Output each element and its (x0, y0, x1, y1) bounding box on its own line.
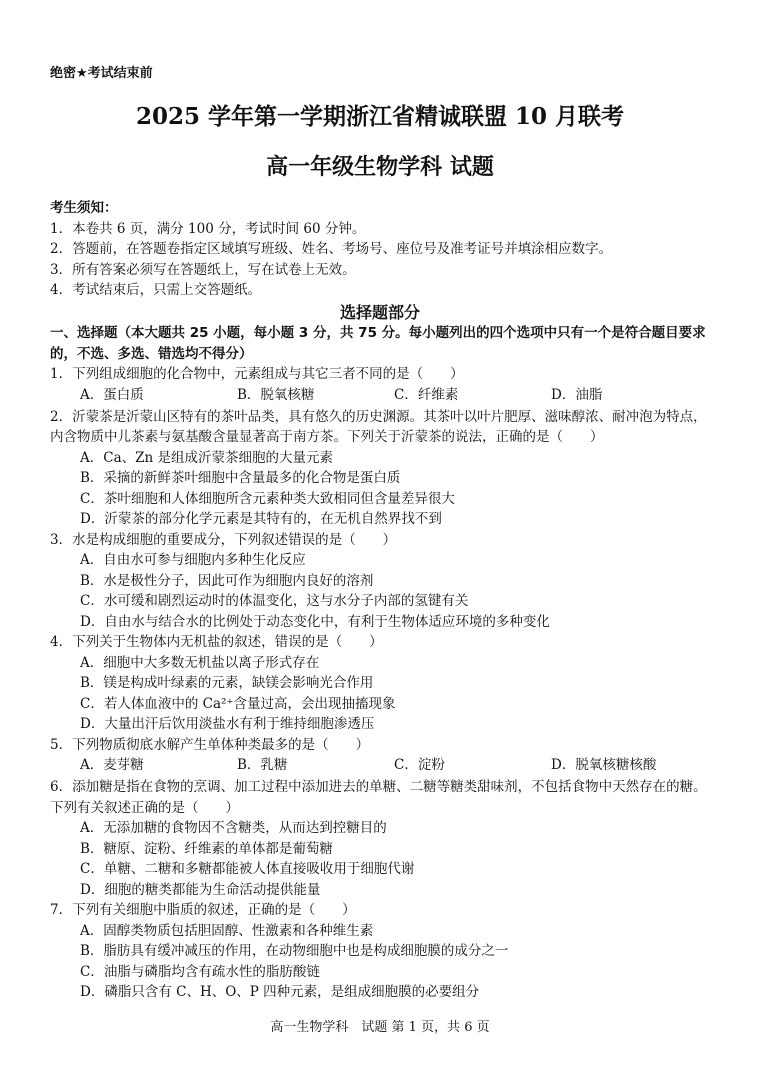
question-5 (50, 735, 720, 778)
option-a: A．细胞中大多数无机盐以离子形式存在 (80, 654, 320, 671)
option-a: A．无添加糖的食物因不含糖类，从而达到控糖目的 (80, 820, 387, 836)
option-a: A．Ca、Zn 是组成沂蒙茶细胞的大量元素 (80, 449, 333, 466)
option-list (50, 653, 720, 735)
exam-title: 2025 学年第一学期浙江省精诚联盟 10 月联考 (135, 103, 625, 130)
option-c: C．淀粉 (394, 757, 445, 773)
question-2 (50, 407, 720, 530)
candidate-notice (50, 198, 730, 301)
question-3 (50, 530, 720, 633)
option-a: A．固醇类物质包括胆固醇、性激素和各种维生素 (80, 922, 374, 939)
question-stem: 2．沂蒙茶是沂蒙山区特有的茶叶品类，具有悠久的历史渊源。其茶叶以叶片肥厚、滋味醇浓、耐冲泡为特点，内含物质中儿茶素与氨基酸含量显著高于南方茶。下列关于沂蒙茶的说法，正确的是（ ） (50, 408, 707, 445)
option-c: C．纤维素 (394, 386, 459, 403)
option-d: D．沂蒙茶的部分化学元素是其特有的，在无机自然界找不到 (80, 511, 442, 527)
question-list (50, 364, 720, 1003)
option-b: B．水是极性分子，因此可作为细胞内良好的溶剂 (80, 572, 374, 589)
option-d: D．磷脂只含有 C、H、O、P 四种元素，是组成细胞膜的必要组分 (80, 984, 480, 1000)
option-a: A．麦芽糖 (80, 757, 144, 773)
option-row (50, 755, 720, 777)
notice-heading: 考生须知： (50, 200, 118, 216)
part-heading: 一、选择题（本大题共 25 小题，每小题 3 分，共 75 分。每小题列出的四个选项中只有一个是符合题目要求的，不选、多选、错选均不得分） (50, 325, 706, 362)
question-6 (50, 777, 720, 900)
option-list (50, 921, 720, 1003)
option-c: C．水可缓和剧烈运动时的体温变化，这与水分子内部的氢键有关 (80, 593, 469, 609)
option-c: C．单糖、二糖和多糖都能被人体直接吸收用于细胞代谢 (80, 861, 415, 877)
notice-item: 1．本卷共 6 页，满分 100 分，考试时间 60 分钟。 (50, 220, 366, 237)
question-stem: 5．下列物质彻底水解产生单体种类最多的是（ ） (50, 736, 370, 753)
question-stem: 1．下列组成细胞的化合物中，元素组成与其它三者不同的是（ ） (50, 366, 464, 382)
notice-item: 2．答题前，在答题卷指定区域填写班级、姓名、考场号、座位号及准考证号并填涂相应数字。 (50, 241, 613, 257)
option-b: B．乳糖 (237, 757, 288, 773)
option-d: D．细胞的糖类都能为生命活动提供能量 (80, 881, 321, 898)
option-b: B．脂肪具有缓冲减压的作用，在动物细胞中也是构成细胞膜的成分之一 (80, 943, 509, 959)
option-b: B．采摘的新鲜茶叶细胞中含量最多的化合物是蛋白质 (80, 470, 401, 486)
question-stem: 7．下列有关细胞中脂质的叙述，正确的是（ ） (50, 902, 356, 918)
option-list (50, 448, 720, 530)
option-b: B．脱氧核糖 (237, 386, 315, 403)
option-a: A．蛋白质 (80, 386, 144, 403)
notice-item: 4．考试结束后，只需上交答题纸。 (50, 282, 262, 298)
option-b: B．糖原、淀粉、纤维素的单体都是葡萄糖 (80, 840, 333, 857)
option-c: C．油脂与磷脂均含有疏水性的脂肪酸链 (80, 963, 320, 980)
option-a: A．自由水可参与细胞内多种生化反应 (80, 552, 306, 568)
question-7 (50, 900, 720, 1003)
question-stem: 3．水是构成细胞的重要成分，下列叙述错误的是（ ） (50, 531, 397, 548)
section-title: 选择题部分 (339, 303, 420, 322)
secret-label: 绝密★考试结束前 (50, 66, 153, 81)
exam-subtitle: 高一年级生物学科 试题 (266, 154, 494, 180)
option-d: D．大量出汗后饮用淡盐水有利于维持细胞渗透压 (80, 716, 375, 732)
question-4 (50, 632, 720, 735)
option-d: D．油脂 (551, 386, 603, 403)
page-footer: 高一生物学科 试题 第 1 页，共 6 页 (270, 1020, 490, 1035)
notice-item: 3．所有答案必须写在答题纸上，写在试卷上无效。 (50, 261, 356, 278)
option-row (50, 385, 720, 407)
option-list (50, 550, 720, 632)
option-d: D．脱氧核糖核酸 (551, 757, 657, 773)
question-1 (50, 364, 720, 407)
option-c: C．若人体血液中的 Ca²⁺含量过高，会出现抽搐现象 (80, 695, 396, 712)
question-stem: 4．下列关于生物体内无机盐的叙述，错误的是（ ） (50, 634, 383, 650)
question-stem: 6．添加糖是指在食物的烹调、加工过程中添加进去的单糖、二糖等糖类甜味剂，不包括食物中天然存在的糖。下列有关叙述正确的是（ ） (50, 779, 707, 816)
option-c: C．茶叶细胞和人体细胞所含元素种类大致相同但含量差异很大 (80, 490, 455, 507)
option-d: D．自由水与结合水的比例处于动态变化中，有利于生物体适应环境的多种变化 (80, 613, 550, 630)
option-b: B．镁是构成叶绿素的元素，缺镁会影响光合作用 (80, 675, 374, 691)
option-list (50, 818, 720, 900)
